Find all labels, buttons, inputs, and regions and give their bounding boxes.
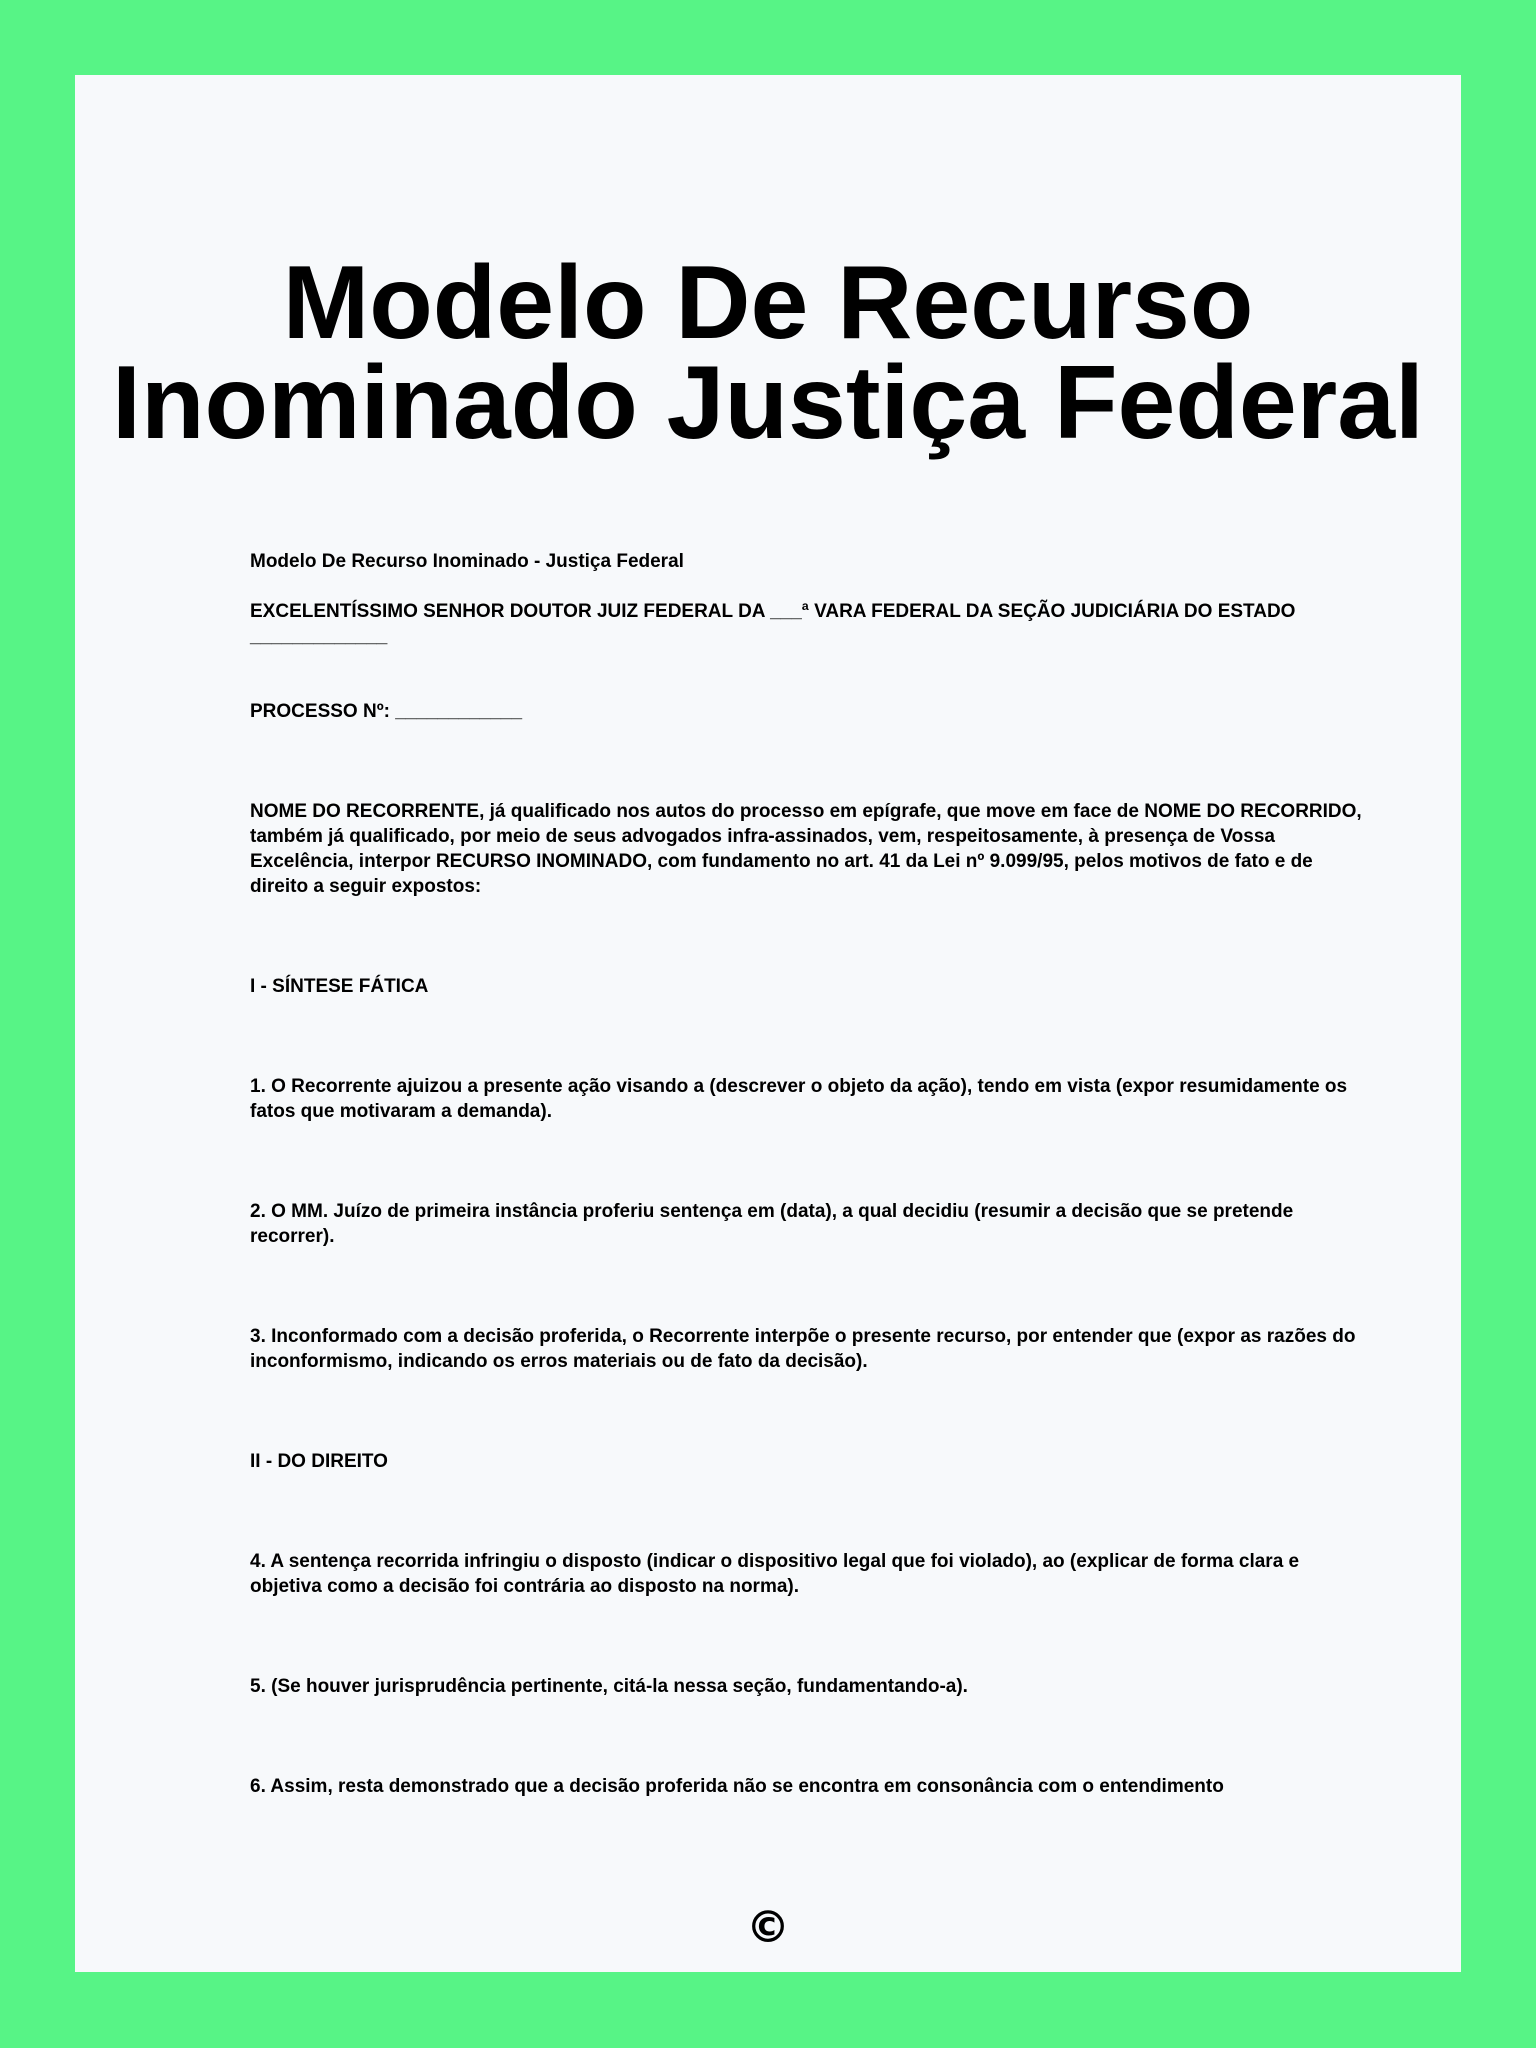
- paragraph-item-3: 3. Inconformado com a decisão proferida, o Recorrente interpõe o presente recurso, por entender que (expor as razões do inconformismo, indicando os erros materiais ou de fato da decisão).: [250, 1326, 1356, 1372]
- section-title-do-direito: II - DO DIREITO: [250, 1451, 388, 1472]
- paragraph-item-6: 6. Assim, resta demonstrado que a decisão proferida não se encontra em consonância com o entendimento: [250, 1776, 1224, 1797]
- intro-paragraph: NOME DO RECORRENTE, já qualificado nos autos do processo em epígrafe, que move em face de NOME DO RECORRIDO, também já qualificado, por meio de seus advogados infra-assinados, vem, respeitosamente, à presença de Vossa Excelência, interpor RECURSO INOMINADO, com fundamento no art. 41 da Lei nº 9.099/95, pelos motivos de fato e de direito a seguir expostos:: [250, 801, 1362, 897]
- addressee-paragraph: EXCELENTÍSSIMO SENHOR DOUTOR JUIZ FEDERAL DA ___ª VARA FEDERAL DA SEÇÃO JUDICIÁRIA DO ESTADO _____________: [250, 601, 1296, 647]
- copyright-icon: ©: [746, 1902, 790, 1953]
- process-number: PROCESSO Nº: ____________: [250, 701, 523, 722]
- page-title: [75, 245, 1461, 461]
- paragraph-item-1: 1. O Recorrente ajuizou a presente ação visando a (descrever o objeto da ação), tendo em vista (expor resumidamente os fatos que motivaram a demanda).: [250, 1076, 1348, 1122]
- paragraph-item-2: 2. O MM. Juízo de primeira instância proferiu sentença em (data), a qual decidiu (resumir a decisão que se pretende recorrer).: [250, 1201, 1294, 1247]
- section-title-sintese-fatica: I - SÍNTESE FÁTICA: [250, 976, 429, 997]
- page-title-line-2: Inominado Justiça Federal: [112, 345, 1424, 461]
- document-page: [75, 75, 1461, 1972]
- page-title-line-1: Modelo De Recurso: [282, 245, 1254, 361]
- paragraph-item-4: 4. A sentença recorrida infringiu o disposto (indicar o dispositivo legal que foi violado), ao (explicar de forma clara e objetiva como a decisão foi contrária ao disposto na norma).: [250, 1551, 1300, 1597]
- document-heading: Modelo De Recurso Inominado - Justiça Federal: [250, 551, 684, 572]
- paragraph-item-5: 5. (Se houver jurisprudência pertinente, citá-la nessa seção, fundamentando-a).: [250, 1676, 968, 1697]
